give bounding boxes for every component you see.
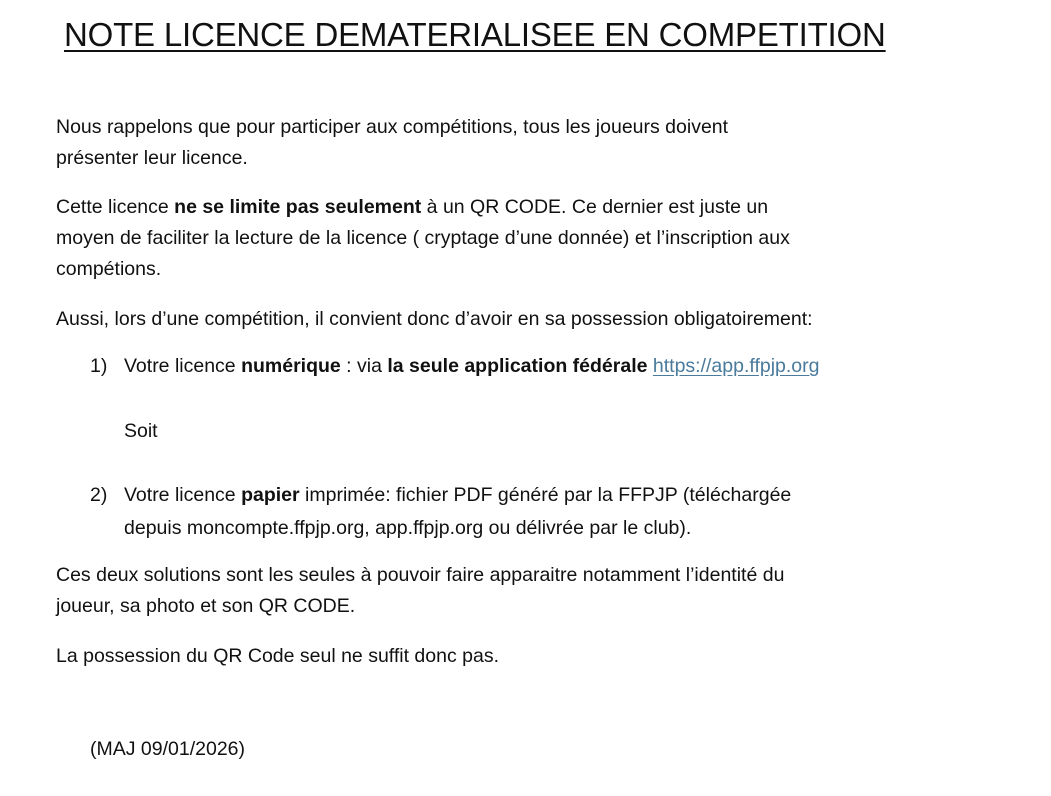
item-1-via: : via — [340, 355, 388, 377]
intro-line-2: présenter leur licence. — [56, 147, 248, 169]
qr-line-1-end: à un QR CODE. Ce dernier est juste un — [421, 196, 769, 218]
item-1-bold-app: la seule application fédérale — [387, 355, 648, 377]
qr-line-3: compétions. — [56, 258, 162, 280]
intro-paragraph — [56, 112, 728, 174]
item-2-rest: imprimée: fichier PDF généré par la FFPJP (téléchargée — [299, 484, 792, 506]
requirement-paragraph: Aussi, lors d’une compétition, il convient donc d’avoir en sa possession obligatoirement: — [56, 308, 813, 330]
qr-line-2: moyen de faciliter la lecture de la licence ( cryptage d’une donnée) et l’inscription aux — [56, 227, 790, 249]
list-item-1 — [124, 350, 820, 383]
list-item-1-number: 1) — [90, 355, 108, 377]
item-1-prefix: Votre licence — [124, 355, 242, 377]
list-item-2-number: 2) — [90, 484, 108, 506]
qr-line-1-bold: ne se limite pas seulement — [174, 196, 422, 218]
app-link[interactable]: https://app.ffpjp.org — [652, 355, 820, 377]
conclusion-paragraph: La possession du QR Code seul ne suffit donc pas. — [56, 645, 499, 667]
qr-code-paragraph — [56, 192, 790, 285]
soit-text: Soit — [124, 420, 158, 442]
update-date: (MAJ 09/01/2026) — [90, 738, 246, 760]
document-title: NOTE LICENCE DEMATERIALISEE EN COMPETITION — [64, 16, 886, 53]
solutions-line-2: joueur, sa photo et son QR CODE. — [56, 595, 356, 617]
item-2-line-2: depuis moncompte.ffpjp.org, app.ffpjp.org ou délivrée par le club). — [124, 517, 692, 539]
item-1-bold-numerique: numérique — [241, 355, 341, 377]
item-2-bold-papier: papier — [241, 484, 300, 506]
intro-line-1: Nous rappelons que pour participer aux compétitions, tous les joueurs doivent — [56, 116, 729, 138]
item-2-prefix: Votre licence — [124, 484, 242, 506]
solutions-line-1: Ces deux solutions sont les seules à pouvoir faire apparaitre notamment l’identité du — [56, 564, 785, 586]
solutions-paragraph — [56, 560, 784, 622]
qr-line-1-start: Cette licence — [56, 196, 175, 218]
list-item-2 — [124, 479, 791, 545]
